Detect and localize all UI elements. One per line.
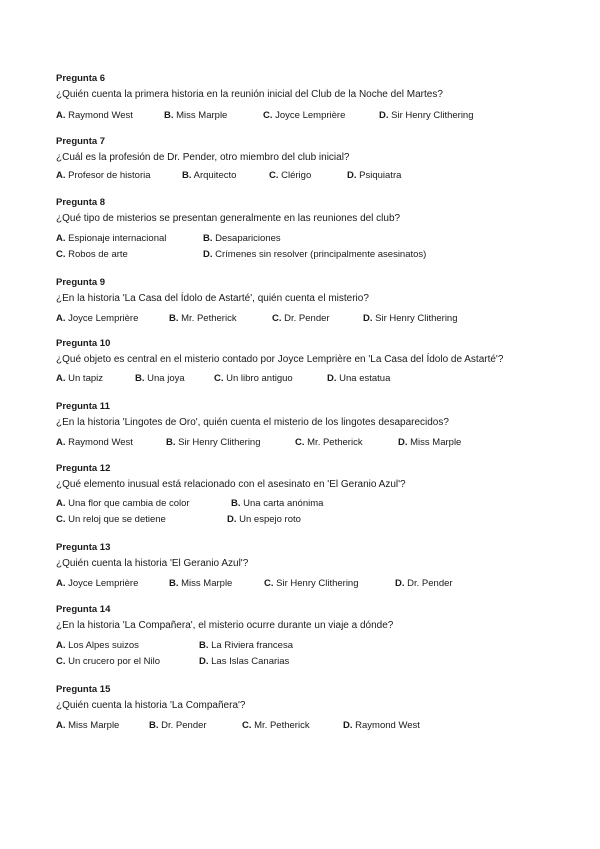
option-text: Crímenes sin resolver (principalmente asesinatos)	[215, 249, 427, 260]
option-text: Sir Henry Clithering	[375, 313, 458, 324]
option-c	[269, 170, 311, 181]
option-c	[263, 110, 345, 121]
option-text: Una estatua	[339, 373, 391, 384]
option-letter: D.	[363, 313, 373, 324]
question-number: Pregunta 10	[56, 338, 111, 349]
option-a	[56, 720, 119, 731]
option-c	[56, 249, 128, 260]
option-text: Sir Henry Clithering	[276, 578, 359, 589]
option-text: Mr. Petherick	[181, 313, 237, 324]
option-d	[199, 656, 289, 667]
option-text: Arquitecto	[193, 170, 237, 181]
question-number: Pregunta 8	[56, 197, 106, 208]
option-a	[56, 640, 139, 651]
option-letter: C.	[56, 514, 66, 525]
option-text: Miss Marple	[181, 578, 233, 589]
question-number: Pregunta 12	[56, 463, 111, 474]
option-letter: A.	[56, 720, 66, 731]
question-number: Pregunta 9	[56, 277, 106, 288]
option-letter: C.	[56, 249, 66, 260]
option-c	[242, 720, 310, 731]
option-text: Miss Marple	[68, 720, 120, 731]
option-text: Dr. Pender	[407, 578, 453, 589]
option-c	[264, 578, 359, 589]
option-c	[56, 656, 160, 667]
option-c	[295, 437, 363, 448]
option-text: Un espejo roto	[239, 514, 301, 525]
option-letter: A.	[56, 110, 66, 121]
option-letter: D.	[347, 170, 357, 181]
option-letter: B.	[182, 170, 192, 181]
option-text: Profesor de historia	[68, 170, 151, 181]
option-text: Sir Henry Clithering	[178, 437, 261, 448]
option-d	[227, 514, 301, 525]
option-letter: D.	[327, 373, 337, 384]
option-letter: A.	[56, 373, 66, 384]
option-letter: B.	[199, 640, 209, 651]
question-text: ¿Cuál es la profesión de Dr. Pender, otro miembro del club inicial?	[56, 152, 350, 163]
option-letter: B.	[169, 313, 179, 324]
question-text: ¿Qué tipo de misterios se presentan generalmente en las reuniones del club?	[56, 213, 401, 224]
option-text: Robos de arte	[68, 249, 128, 260]
option-d	[395, 578, 453, 589]
option-d	[343, 720, 420, 731]
option-letter: C.	[295, 437, 305, 448]
option-letter: D.	[395, 578, 405, 589]
question-text: ¿En la historia 'La Casa del Ídolo de Astarté', quién cuenta el misterio?	[56, 293, 369, 304]
option-a	[56, 373, 103, 384]
option-text: Raymond West	[355, 720, 420, 731]
option-a	[56, 233, 166, 244]
option-a	[56, 313, 138, 324]
option-letter: D.	[227, 514, 237, 525]
option-letter: B.	[135, 373, 145, 384]
option-d	[347, 170, 401, 181]
question-number: Pregunta 14	[56, 604, 111, 615]
option-letter: D.	[343, 720, 353, 731]
question-text: ¿Qué elemento inusual está relacionado con el asesinato en 'El Geranio Azul'?	[56, 479, 406, 490]
option-d	[398, 437, 461, 448]
option-text: Joyce Lemprière	[68, 578, 139, 589]
question-text: ¿Quién cuenta la primera historia en la reunión inicial del Club de la Noche del Martes?	[56, 89, 443, 100]
option-c	[56, 514, 166, 525]
option-d	[363, 313, 458, 324]
option-letter: C.	[272, 313, 282, 324]
option-b	[182, 170, 236, 181]
question-text: ¿En la historia 'Lingotes de Oro', quién cuenta el misterio de los lingotes desaparecidos?	[56, 417, 449, 428]
option-a	[56, 437, 133, 448]
option-letter: D.	[199, 656, 209, 667]
option-letter: B.	[164, 110, 174, 121]
option-letter: C.	[263, 110, 273, 121]
question-text: ¿Quién cuenta la historia 'La Compañera'?	[56, 700, 246, 711]
option-letter: A.	[56, 233, 66, 244]
option-b	[199, 640, 293, 651]
option-letter: D.	[398, 437, 408, 448]
option-letter: A.	[56, 498, 66, 509]
question-text: ¿En la historia 'La Compañera', el misterio ocurre durante un viaje a dónde?	[56, 620, 394, 631]
option-text: Espionaje internacional	[68, 233, 167, 244]
question-number: Pregunta 11	[56, 401, 110, 412]
option-b	[135, 373, 185, 384]
option-d	[203, 249, 426, 260]
option-letter: C.	[242, 720, 252, 731]
option-letter: A.	[56, 578, 66, 589]
option-b	[231, 498, 323, 509]
question-number: Pregunta 13	[56, 542, 111, 553]
option-letter: C.	[56, 656, 66, 667]
option-text: Joyce Lemprière	[68, 313, 139, 324]
option-text: Dr. Pender	[284, 313, 330, 324]
option-b	[164, 110, 227, 121]
option-a	[56, 170, 151, 181]
option-letter: C.	[269, 170, 279, 181]
option-letter: A.	[56, 640, 66, 651]
option-text: Raymond West	[68, 110, 133, 121]
question-number: Pregunta 7	[56, 136, 106, 147]
option-text: Dr. Pender	[161, 720, 207, 731]
option-text: Los Alpes suizos	[68, 640, 139, 651]
option-letter: C.	[264, 578, 274, 589]
option-text: Mr. Petherick	[307, 437, 363, 448]
option-text: Miss Marple	[410, 437, 462, 448]
question-number: Pregunta 6	[56, 73, 106, 84]
option-b	[149, 720, 207, 731]
option-a	[56, 498, 190, 509]
option-b	[169, 313, 237, 324]
option-text: Raymond West	[68, 437, 133, 448]
option-text: Una flor que cambia de color	[68, 498, 190, 509]
option-text: Mr. Petherick	[254, 720, 310, 731]
option-text: Una carta anónima	[243, 498, 324, 509]
option-letter: C.	[214, 373, 224, 384]
option-text: Un libro antiguo	[226, 373, 293, 384]
option-text: Joyce Lemprière	[275, 110, 346, 121]
question-text: ¿Qué objeto es central en el misterio contado por Joyce Lemprière en 'La Casa del Ídolo de Astarté'?	[56, 354, 504, 365]
option-letter: A.	[56, 170, 66, 181]
question-text: ¿Quién cuenta la historia 'El Geranio Azul'?	[56, 558, 249, 569]
option-text: Una joya	[147, 373, 185, 384]
option-text: Sir Henry Clithering	[391, 110, 474, 121]
option-letter: B.	[203, 233, 213, 244]
option-text: Un reloj que se detiene	[68, 514, 166, 525]
option-a	[56, 110, 133, 121]
option-text: Miss Marple	[176, 110, 228, 121]
option-b	[166, 437, 261, 448]
option-letter: A.	[56, 437, 66, 448]
option-letter: B.	[166, 437, 176, 448]
option-letter: D.	[203, 249, 213, 260]
question-number: Pregunta 15	[56, 684, 111, 695]
option-c	[272, 313, 330, 324]
option-b	[203, 233, 281, 244]
option-letter: A.	[56, 313, 66, 324]
option-c	[214, 373, 293, 384]
option-text: Psiquiatra	[359, 170, 402, 181]
option-b	[169, 578, 232, 589]
option-text: Un tapiz	[68, 373, 103, 384]
option-letter: B.	[169, 578, 179, 589]
option-letter: D.	[379, 110, 389, 121]
option-text: Un crucero por el Nilo	[68, 656, 161, 667]
option-text: Desapariciones	[215, 233, 281, 244]
option-d	[379, 110, 474, 121]
option-a	[56, 578, 138, 589]
option-text: Las Islas Canarias	[211, 656, 290, 667]
option-text: La Riviera francesa	[211, 640, 293, 651]
option-d	[327, 373, 390, 384]
option-letter: B.	[231, 498, 241, 509]
option-text: Clérigo	[281, 170, 312, 181]
option-letter: B.	[149, 720, 159, 731]
